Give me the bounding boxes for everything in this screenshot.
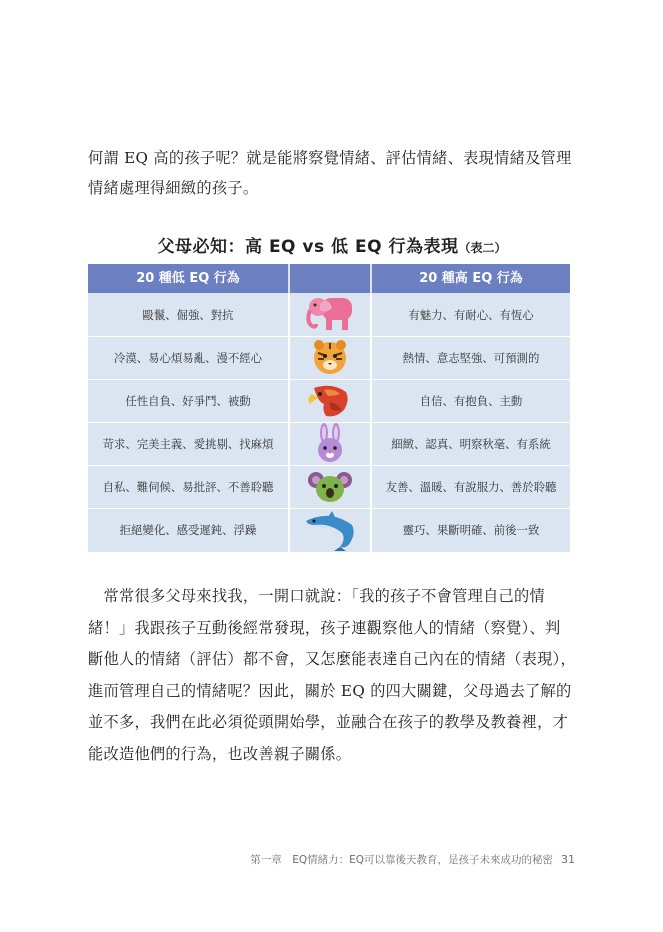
low-eq-cell: 任性自負、好爭鬥、被動 [125, 394, 251, 408]
low-eq-cell: 拒絕變化、感受遲鈍、浮躁 [119, 523, 257, 537]
header-high-eq: 20 種高 EQ 行為 [372, 264, 570, 293]
intro-paragraph [88, 143, 576, 203]
high-eq-cell: 靈巧、果斷明確、前後一致 [402, 523, 540, 537]
table-row [88, 466, 570, 508]
table-row [88, 294, 570, 336]
body-paragraph [88, 581, 576, 770]
low-eq-cell: 自私、難伺候、易批評、不善聆聽 [102, 480, 274, 494]
low-eq-cell: 苛求、完美主義、愛挑剔、找麻煩 [102, 437, 274, 451]
text-line: 情緒處理得細緻的孩子。 [88, 179, 259, 197]
high-eq-cell: 熱情、意志堅強、可預測的 [402, 351, 540, 365]
text-line: 何謂 EQ 高的孩子呢？就是能將察覺情緒、評估情緒、表現情緒及管理 [88, 149, 572, 167]
tiger-icon [290, 337, 370, 379]
table-row [88, 423, 570, 465]
text-line: 斷他人的情緒（評估）都不會，又怎麼能表達自己內在的情緒（表現）， [88, 650, 576, 668]
koala-icon [290, 466, 370, 508]
low-eq-cell: 冷漠、易心煩易亂、漫不經心 [113, 351, 263, 365]
page-footer [250, 852, 575, 867]
rabbit-icon [290, 423, 370, 465]
eq-comparison-table [88, 264, 570, 552]
header-low-eq: 20 種低 EQ 行為 [88, 264, 288, 293]
text-line: 並不多，我們在此必須從頭開始學，並融合在孩子的教學及教養裡，才 [88, 713, 569, 731]
low-eq-cell: 毆鬣、倔強、對抗 [142, 308, 234, 322]
table-row [88, 337, 570, 379]
high-eq-cell: 友善、溫暖、有說服力、善於聆聽 [385, 480, 557, 494]
header-icon-column [290, 264, 370, 293]
elephant-icon [290, 294, 370, 336]
dolphin-icon [290, 509, 370, 551]
high-eq-cell: 自信、有抱負、主動 [419, 394, 523, 408]
chapter-title: 第一章 EQ情緒力：EQ可以靠後天教育，是孩子未來成功的秘密 [250, 854, 553, 866]
table-note: （表二） [458, 241, 507, 255]
high-eq-cell: 有魅力、有耐心、有恆心 [408, 308, 534, 322]
eagle-icon [290, 380, 370, 422]
text-line: 進而管理自己的情緒呢？因此，關於 EQ 的四大關鍵，父母過去了解的 [88, 681, 572, 700]
table-title-text: 父母必知：高 EQ vs 低 EQ 行為表現 [157, 237, 459, 257]
text-line: 常常很多父母來找我，一開口就說：「我的孩子不會管理自己的情 [88, 587, 546, 605]
table-row [88, 509, 570, 551]
high-eq-cell: 細緻、認真、明察秋毫、有系統 [391, 437, 551, 451]
page-number: 31 [561, 853, 575, 866]
text-line: 能改造他們的行為，也改善親子關係。 [88, 744, 352, 763]
table-row [88, 380, 570, 422]
text-line: 緒！」我跟孩子互動後經常發現，孩子連觀察他人的情緒（察覺）、判 [88, 618, 561, 637]
table-title [88, 232, 576, 257]
